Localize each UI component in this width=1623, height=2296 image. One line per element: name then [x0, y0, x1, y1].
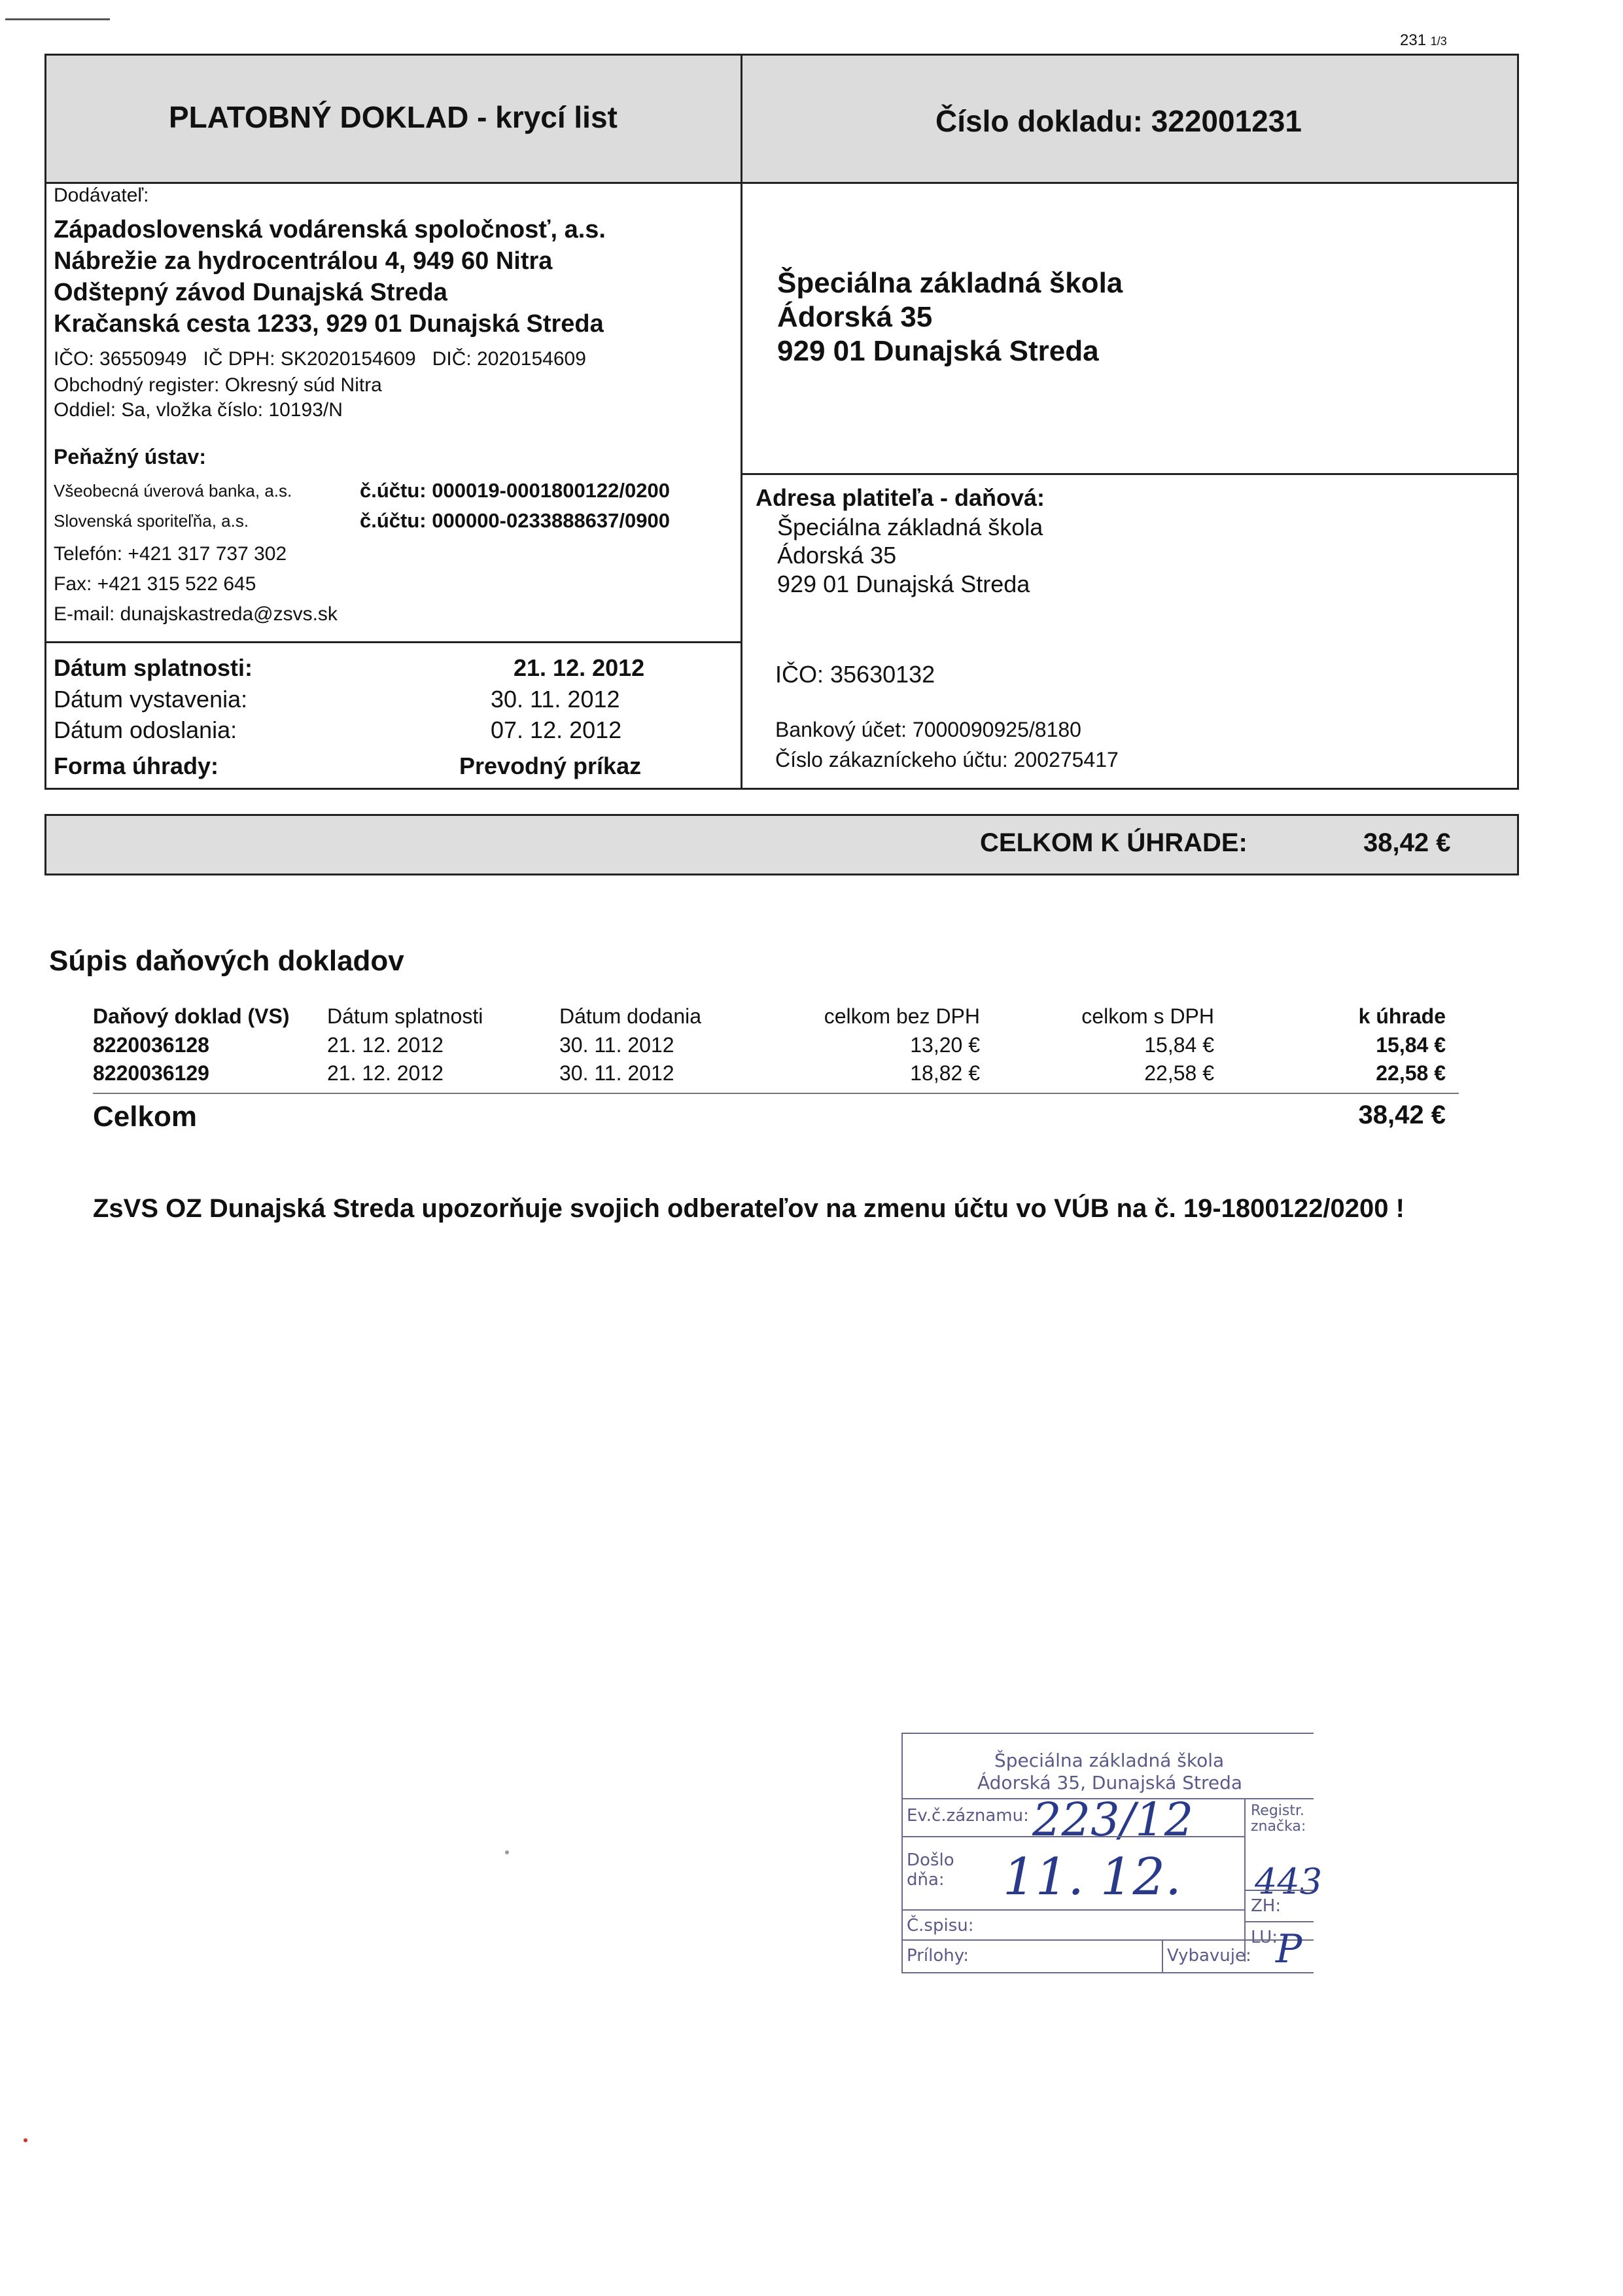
tax-address-label: Adresa platiteľa - daňová: — [756, 484, 1045, 511]
row-delivery-date: 30. 11. 2012 — [559, 1061, 674, 1085]
supplier-branch: Odštepný závod Dunajská Streda — [54, 279, 447, 306]
supplier-ids: IČO: 36550949 IČ DPH: SK2020154609 DIČ: 2020154609 — [54, 348, 586, 370]
stamp-lu-label: LU: — [1251, 1928, 1278, 1947]
page-number-main: 231 — [1400, 31, 1427, 49]
supplier-label: Dodávateľ: — [54, 185, 149, 206]
supplier-email: E-mail: dunajskastreda@zsvs.sk — [54, 603, 338, 625]
supplier-name: Západoslovenská vodárenská spoločnosť, a.s. — [54, 216, 606, 243]
row-net: 13,20 € — [910, 1033, 980, 1057]
recipient-city: 929 01 Dunajská Streda — [777, 335, 1099, 367]
bank-account-2: č.účtu: 000000-0233888637/0900 — [360, 509, 670, 532]
column-divider — [741, 54, 742, 790]
stamp-handler-value: P — [1276, 1926, 1302, 1972]
row-document: 8220036129 — [93, 1061, 209, 1085]
supplier-branch-address: Kračanská cesta 1233, 929 01 Dunajská Streda — [54, 310, 604, 338]
bank-name-1: Všeobecná úverová banka, a.s. — [54, 481, 292, 501]
supplier-fax: Fax: +421 315 522 645 — [54, 573, 256, 595]
col-header-gross: celkom s DPH — [1081, 1004, 1214, 1028]
account-change-notice: ZsVS OZ Dunajská Streda upozorňuje svojich odberateľov na zmenu účtu vo VÚB na č. 19-1800122/0200 ! — [93, 1194, 1405, 1223]
issue-date-value: 30. 11. 2012 — [491, 686, 620, 713]
row-gross: 15,84 € — [1144, 1033, 1214, 1057]
scan-speck — [24, 2138, 27, 2142]
page-number — [1400, 31, 1447, 50]
right-section-divider — [741, 473, 1519, 475]
supplier-address: Nábrežie za hydrocentrálou 4, 949 60 Nitra — [54, 247, 553, 275]
stamp-registry-label: Registr. značka: — [1251, 1803, 1306, 1835]
total-bar — [44, 814, 1519, 875]
stamp-school-address: Ádorská 35, Dunajská Streda — [977, 1772, 1243, 1793]
tax-documents-title: Súpis daňových dokladov — [49, 945, 404, 977]
supplier-register: Obchodný register: Okresný súd Nitra — [54, 374, 382, 396]
customer-account-number: Číslo zákazníckeho účtu: 200275417 — [775, 748, 1119, 771]
document-title: PLATOBNÝ DOKLAD - krycí list — [169, 100, 618, 134]
col-header-delivery-date: Dátum dodania — [559, 1004, 702, 1028]
bank-account-1: č.účtu: 000019-0001800122/0200 — [360, 479, 670, 502]
stamp-file-label: Č.spisu: — [907, 1916, 974, 1935]
page-number-fraction: 1/3 — [1430, 35, 1447, 48]
stamp-ev-value: 223/12 — [1032, 1793, 1194, 1846]
sum-label: Celkom — [93, 1101, 197, 1133]
total-label: CELKOM K ÚHRADE: — [980, 828, 1248, 857]
recipient-street: Ádorská 35 — [777, 301, 933, 333]
stamp-school-name: Špeciálna základná škola — [994, 1750, 1225, 1771]
row-to-pay: 15,84 € — [1376, 1033, 1446, 1057]
stamp-zh-label: ZH: — [1251, 1896, 1282, 1916]
row-to-pay: 22,58 € — [1376, 1061, 1446, 1085]
left-section-divider — [44, 641, 742, 643]
total-value: 38,42 € — [1363, 828, 1451, 857]
due-date-label: Dátum splatnosti: — [54, 654, 253, 681]
sum-divider — [93, 1093, 1459, 1094]
stamp-registry-value: 443 — [1255, 1861, 1323, 1902]
sum-value: 38,42 € — [1358, 1101, 1446, 1129]
stamp-ev-label: Ev.č.záznamu: — [907, 1806, 1029, 1826]
stamp-received-value: 11. 12. — [1003, 1848, 1181, 1907]
col-header-document: Daňový doklad (VS) — [93, 1004, 290, 1028]
row-due-date: 21. 12. 2012 — [327, 1033, 444, 1057]
scan-speck — [505, 1850, 509, 1854]
tax-address-name: Špeciálna základná škola — [777, 514, 1043, 540]
supplier-phone: Telefón: +421 317 737 302 — [54, 543, 287, 565]
bank-name-2: Slovenská sporiteľňa, a.s. — [54, 511, 249, 531]
stamp-received-label: Došlo dňa: — [907, 1850, 954, 1890]
tax-address-city: 929 01 Dunajská Streda — [777, 571, 1030, 597]
customer-ico: IČO: 35630132 — [775, 661, 935, 688]
stamp-handler-label: Vybavuje: — [1167, 1946, 1251, 1966]
document-number — [935, 103, 1302, 139]
payment-method-value: Prevodný príkaz — [459, 752, 642, 779]
document-number-value: 322001231 — [1151, 104, 1302, 138]
row-delivery-date: 30. 11. 2012 — [559, 1033, 674, 1057]
payment-method-label: Forma úhrady: — [54, 752, 219, 779]
col-header-due-date: Dátum splatnosti — [327, 1004, 483, 1028]
bank-label: Peňažný ústav: — [54, 445, 206, 468]
tax-address-street: Ádorská 35 — [777, 542, 897, 569]
header-divider — [44, 182, 1519, 184]
document-number-label: Číslo dokladu: — [935, 104, 1151, 138]
row-net: 18,82 € — [910, 1061, 980, 1085]
recipient-name: Špeciálna základná škola — [777, 267, 1123, 299]
col-header-to-pay: k úhrade — [1358, 1004, 1446, 1028]
supplier-section: Oddiel: Sa, vložka číslo: 10193/N — [54, 399, 343, 421]
row-gross: 22,58 € — [1144, 1061, 1214, 1085]
stamp-attachments-label: Prílohy: — [907, 1946, 969, 1966]
scan-mark — [5, 18, 110, 20]
send-date-value: 07. 12. 2012 — [491, 716, 622, 743]
customer-bank-account: Bankový účet: 7000090925/8180 — [775, 718, 1081, 741]
send-date-label: Dátum odoslania: — [54, 716, 237, 743]
row-document: 8220036128 — [93, 1033, 209, 1057]
col-header-net: celkom bez DPH — [824, 1004, 980, 1028]
registry-stamp — [901, 1733, 1323, 1975]
due-date-value: 21. 12. 2012 — [514, 654, 645, 681]
row-due-date: 21. 12. 2012 — [327, 1061, 444, 1085]
issue-date-label: Dátum vystavenia: — [54, 686, 248, 713]
